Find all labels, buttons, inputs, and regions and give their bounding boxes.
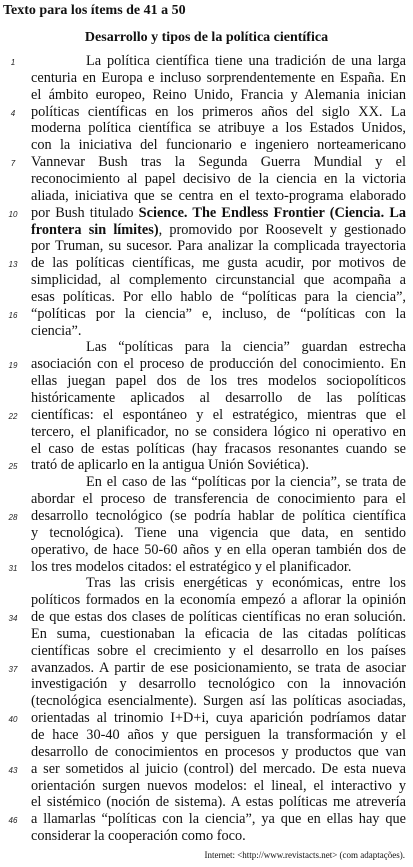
text-line: Las “políticas para la ciencia” guardan estrecha	[86, 339, 406, 356]
text-line: moderna política científica se atribuye a los Estados Unidos,	[31, 120, 406, 137]
text-line: a ser sometidos al juicio (control) del mercado. De esta nueva	[31, 760, 406, 777]
text-line: considerar la cooperación como foco.	[31, 828, 246, 845]
text-line: orientación surgen nuevos modelos: el lineal, el interactivo y	[31, 777, 406, 794]
text-line: centuria en Europa e incluso sorprendentemente en España. En	[31, 69, 406, 86]
line-number: 40	[8, 715, 18, 725]
text-line: orientadas al trinomio I+D+i, cuya aparición podríamos datar	[31, 710, 406, 727]
line-number: 31	[8, 563, 18, 573]
text-line: avanzados. A partir de ese posicionamiento, se trata de asociar	[31, 659, 406, 676]
text-line: En suma, cuestionaban la eficacia de las citadas políticas	[31, 625, 406, 642]
text-line: ciencia”.	[31, 322, 82, 339]
text-line: científicas sobre el crecimiento y el desarrollo en los países	[31, 642, 406, 659]
text-line: políticos formados en la economía empezó a aflorar la opinión	[31, 592, 406, 609]
line-number: 37	[8, 664, 18, 674]
text-line: esas políticas. Por ello hablo de “políticas para la ciencia”,	[31, 288, 406, 305]
line-number: 19	[8, 361, 18, 371]
book-title-text: frontera sin límites)	[31, 221, 159, 238]
text-line	[31, 205, 406, 222]
line-number: 1	[10, 58, 16, 67]
line-number: 22	[8, 411, 18, 421]
line-number: 43	[8, 765, 18, 775]
line-number: 46	[8, 816, 18, 826]
text-line: simplicidad, al complemento circunstancial que acompaña a	[31, 272, 406, 289]
text-line: abordar el proceso de transferencia de conocimiento para el	[31, 491, 406, 508]
text-line: con la iniciativa del funcionario e ingeniero norteamericano	[31, 137, 406, 154]
text-line: “políticas por la ciencia” e, incluso, de “políticas con la	[31, 305, 406, 322]
line-number: 28	[8, 512, 18, 522]
text-span: , promovido por Roosevelt y gestionado	[158, 221, 406, 238]
line-number: 25	[8, 462, 18, 472]
text-line: el sistémico (noción de sistema). A estas políticas me atrevería	[31, 794, 406, 811]
line-number: 7	[10, 159, 16, 169]
text-line: desarrollo tecnológico (se podría hablar de política científica	[31, 507, 406, 524]
text-line: En el caso de las “políticas por la ciencia”, se trata de	[86, 474, 406, 491]
text-line: La política científica tiene una tradición de una larga	[86, 53, 406, 69]
text-line: tercero, el planificador, no se considera lógico ni operativo en	[31, 423, 406, 440]
text-line: a llamarlas “políticas con la ciencia”, ya que en ellas hay que	[31, 811, 406, 828]
text-line: trató de aplicarlo en la antigua Unión Soviética).	[31, 457, 309, 474]
text-line: Tras las crisis energéticas y económicas, entre los	[86, 575, 406, 592]
text-line: operativo, de hace 50-60 años y en ella operan también dos de	[31, 541, 406, 558]
source-citation: Internet: <http://www.revistacts.net> (com adaptações).	[204, 850, 405, 860]
text-line	[31, 222, 406, 239]
text-line: políticas científicas en los primeros años del siglo XX. La	[31, 103, 406, 120]
text-line: históricamente aplicados al desarrollo de las políticas	[31, 390, 406, 406]
text-line: investigación y desarrollo tecnológico con la innovación	[31, 676, 406, 693]
text-line: Vannevar Bush tras la Segunda Guerra Mundial y el	[31, 154, 406, 171]
line-number: 10	[8, 209, 18, 219]
line-number: 13	[8, 260, 18, 270]
text-line: por Truman, su sucesor. Para analizar la complicada trayectoria	[31, 238, 406, 255]
text-line: de las políticas científicas, me gusta acudir, por motivos de	[31, 255, 406, 272]
text-line: desarrollo de conocimientos en procesos y productos que van	[31, 743, 406, 760]
text-line: de hace 30-40 años y que persiguen la transformación y el	[31, 727, 406, 743]
article-title: Desarrollo y tipos de la política científica	[84, 30, 329, 45]
text-line: asociación con el proceso de producción del conocimiento. En	[31, 356, 406, 373]
line-number: 34	[8, 614, 18, 624]
text-line: ellas juegan papel dos de los tres modelos sociopolíticos	[31, 373, 406, 390]
text-line: científicas: el espontáneo y el estratégico, mientras que el	[31, 406, 406, 423]
text-line: el ámbito europeo, Reino Unido, Francia y Alemania inician	[31, 86, 406, 103]
line-number: 4	[10, 108, 16, 118]
book-title-text: Science. The Endless Frontier (Ciencia. La	[138, 204, 406, 221]
items-header: Texto para los ítems de 41 a 50	[3, 3, 186, 18]
text-line: de que estas dos clases de políticas científicas no eran solución.	[31, 609, 406, 626]
text-line: y tecnológica). Tiene una vigencia que data, en sentido	[31, 524, 406, 541]
text-line: (tecnológica esencialmente). Surgen así las políticas asociadas,	[31, 693, 406, 710]
text-line: reconocimiento al papel decisivo de la ciencia en la victoria	[31, 170, 406, 187]
text-line: aliada, iniciativa que se centra en el texto-programa elaborado	[31, 187, 406, 204]
text-line: el caso de estas políticas (hay fracasos resonantes cuando se	[31, 440, 406, 457]
text-span: por Bush titulado	[31, 204, 139, 221]
line-number: 16	[8, 310, 18, 320]
text-line: los tres modelos citados: el estratégico y el planificador.	[31, 558, 352, 575]
